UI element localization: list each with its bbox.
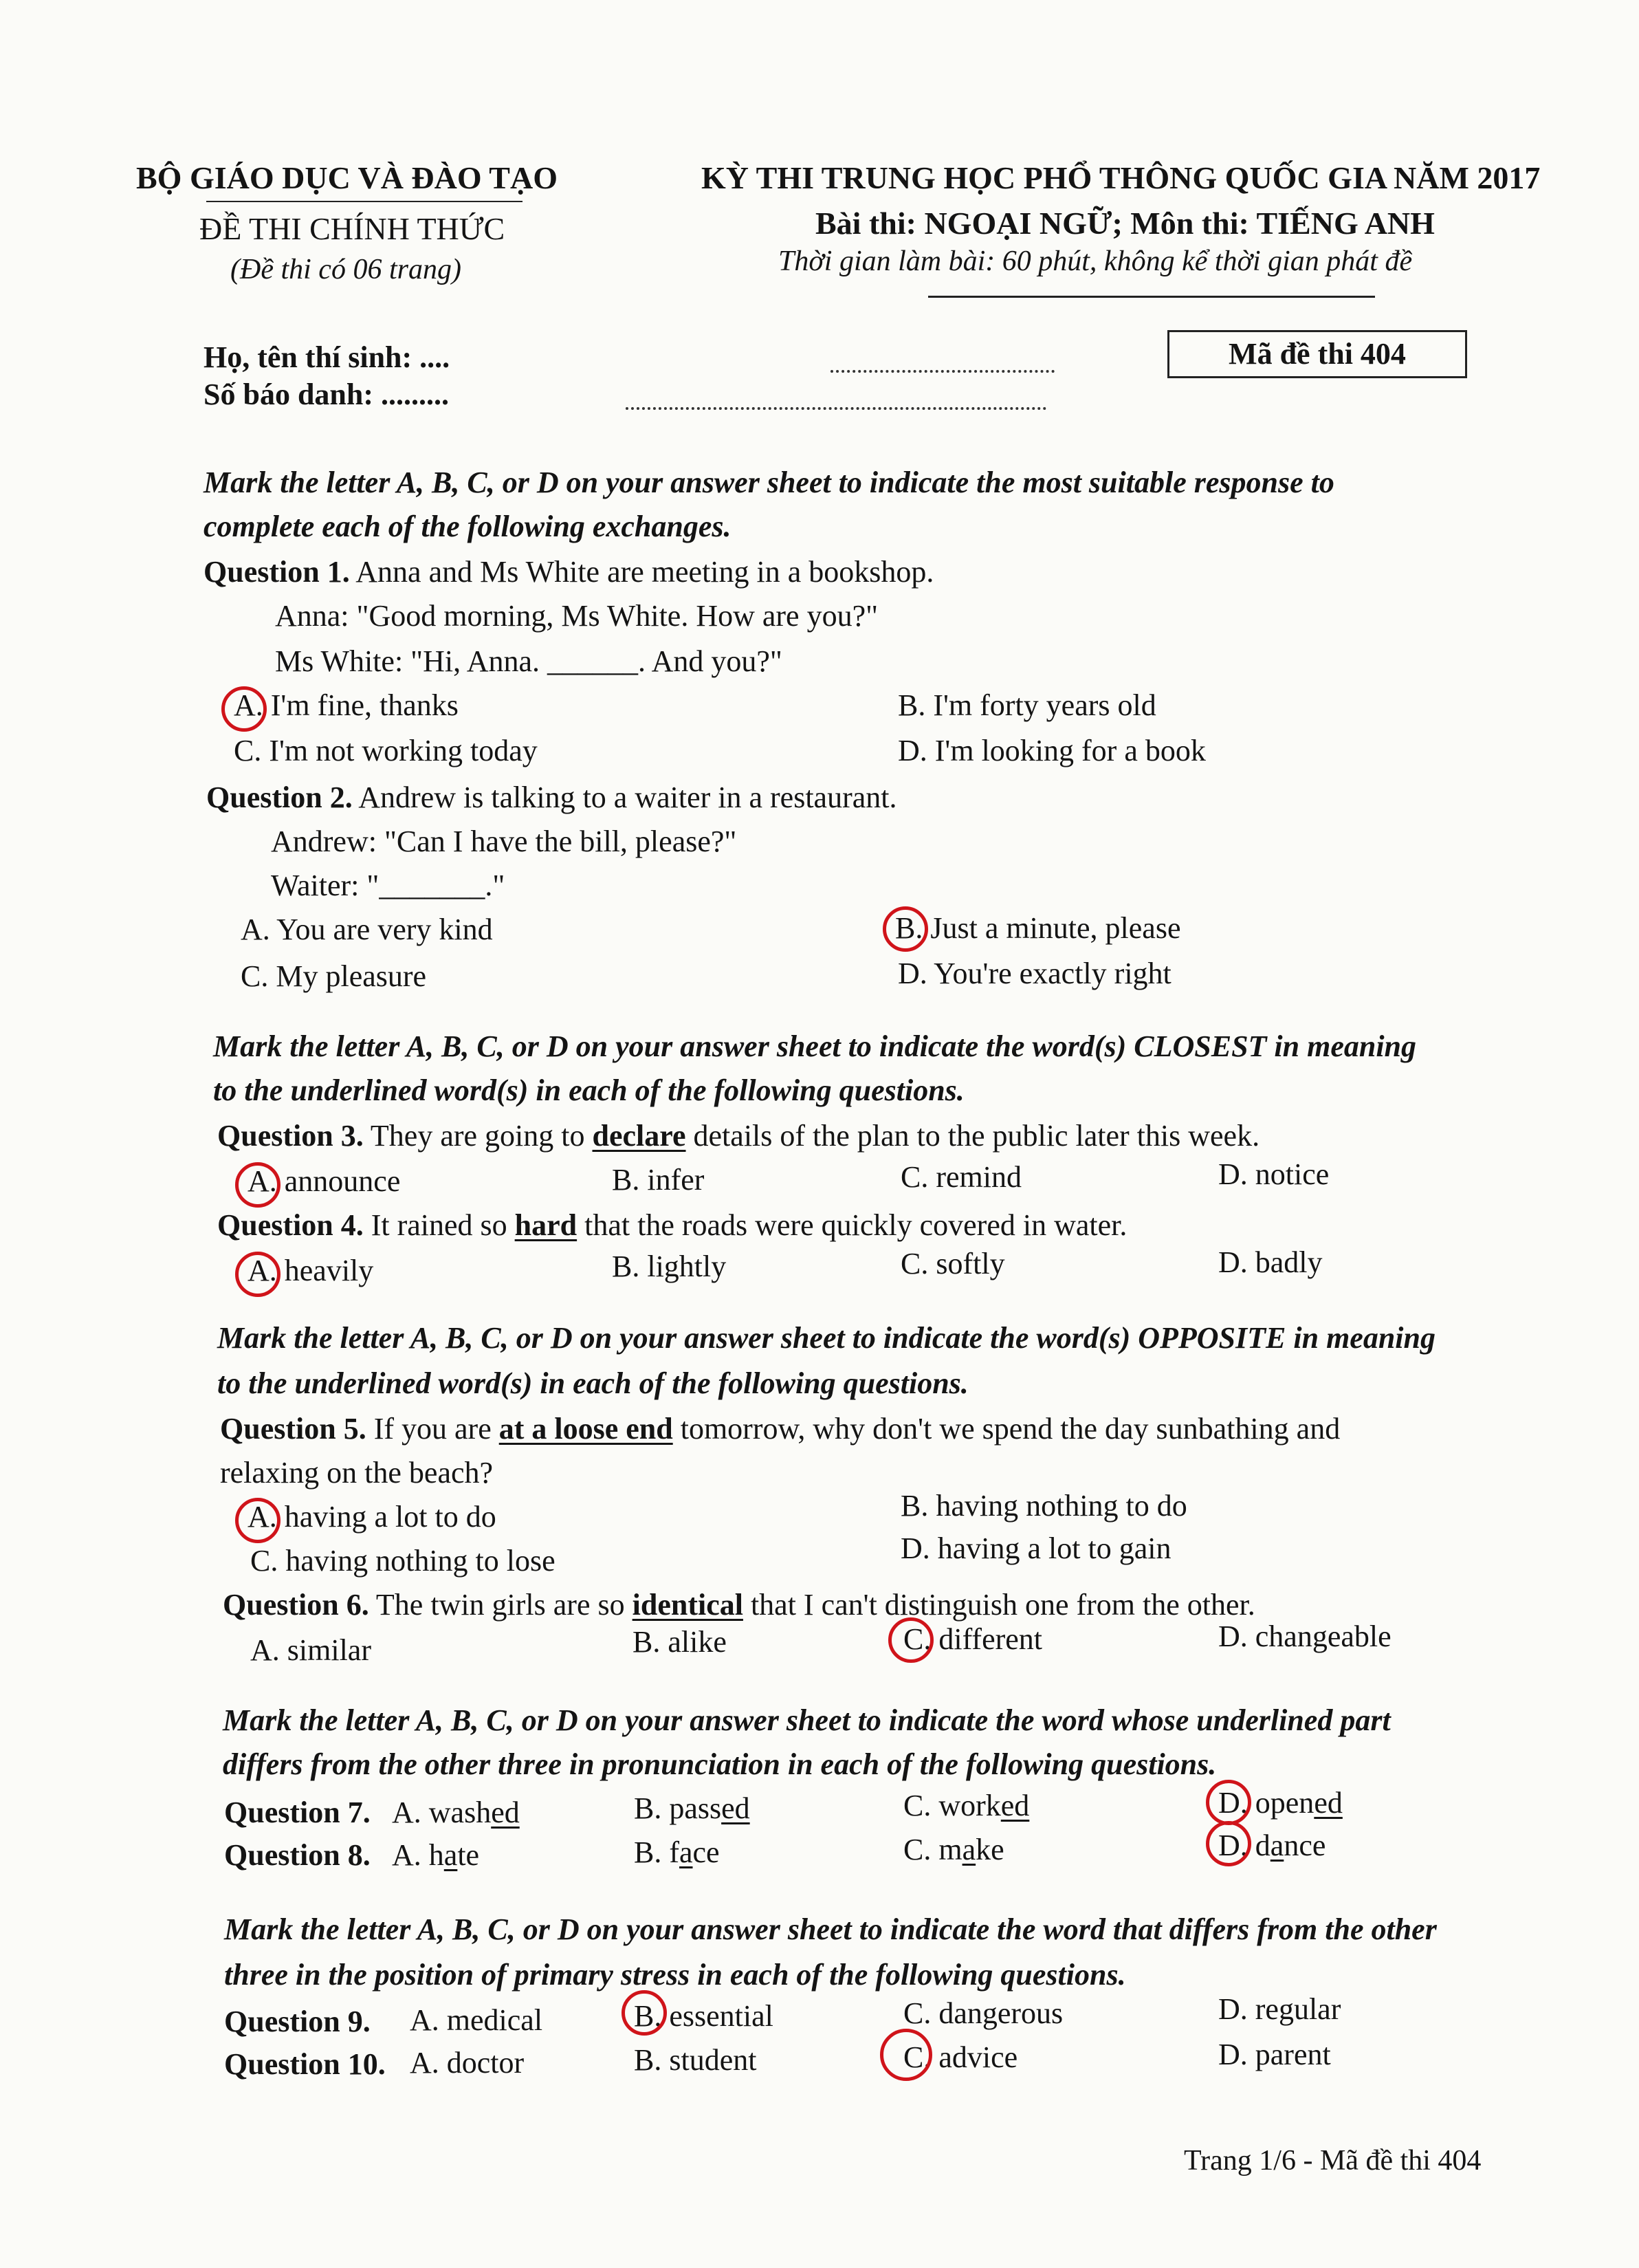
question-3 bbox=[217, 1118, 1260, 1153]
question-5-option-a: A. having a lot to do bbox=[248, 1500, 496, 1534]
question-5-option-c: C. having nothing to lose bbox=[250, 1544, 556, 1578]
section-4-instruction-line1: Mark the letter A, B, C, or D on your answer sheet to indicate the word whose underlined part bbox=[223, 1703, 1391, 1737]
option-text: ke bbox=[976, 1833, 1004, 1866]
underlined-part: a bbox=[1270, 1829, 1284, 1862]
underlined-part: ed bbox=[1000, 1789, 1030, 1822]
underlined-part: a bbox=[443, 1838, 458, 1872]
question-2-dialogue-1: Andrew: "Can I have the bill, please?" bbox=[271, 825, 737, 858]
question-5-option-d: D. having a lot to gain bbox=[901, 1531, 1172, 1565]
question-4-option-c: C. softly bbox=[901, 1247, 1005, 1280]
question-text: Anna and Ms White are meeting in a bookshop. bbox=[355, 555, 934, 589]
header-rule-left bbox=[206, 201, 522, 202]
question-4-option-a: A. heavily bbox=[248, 1254, 374, 1287]
question-text-pre: It rained so bbox=[371, 1208, 507, 1242]
underlined-word: identical bbox=[632, 1588, 743, 1622]
option-text: A. wash bbox=[392, 1796, 492, 1829]
answer-mark-circle bbox=[221, 686, 267, 732]
question-2-option-b: B. Just a minute, please bbox=[895, 911, 1181, 945]
question-6-option-c: C. different bbox=[903, 1622, 1043, 1656]
question-text-post: details of the plan to the public later this week. bbox=[693, 1119, 1260, 1153]
question-label: Question 8. bbox=[224, 1838, 371, 1872]
question-text-pre: If you are bbox=[373, 1412, 492, 1446]
question-label: Question 6. bbox=[223, 1588, 369, 1622]
answer-mark-circle bbox=[622, 1990, 667, 2036]
question-6-option-a: A. similar bbox=[250, 1633, 371, 1667]
option-text: D. d bbox=[1218, 1829, 1270, 1862]
question-9-label bbox=[224, 2004, 371, 2039]
question-8-label bbox=[224, 1838, 371, 1873]
underlined-word: declare bbox=[592, 1119, 686, 1153]
candidate-name-blank bbox=[830, 370, 1055, 373]
exam-title: KỲ THI TRUNG HỌC PHỔ THÔNG QUỐC GIA NĂM 2017 bbox=[701, 160, 1541, 195]
question-1-option-b: B. I'm forty years old bbox=[898, 688, 1156, 722]
question-1-option-c: C. I'm not working today bbox=[234, 734, 538, 767]
option-text: nce bbox=[1284, 1829, 1326, 1862]
question-1-dialogue-2: Ms White: "Hi, Anna. ______. And you?" bbox=[275, 644, 782, 678]
option-text: te bbox=[457, 1838, 480, 1872]
question-6-option-d: D. changeable bbox=[1218, 1620, 1392, 1653]
answer-mark-circle bbox=[1206, 1780, 1251, 1825]
question-1-option-a: A. I'm fine, thanks bbox=[234, 688, 459, 722]
question-1-option-d: D. I'm looking for a book bbox=[898, 734, 1206, 767]
underlined-part: ed bbox=[721, 1791, 750, 1825]
question-text-pre: The twin girls are so bbox=[375, 1588, 625, 1622]
exam-subject: Bài thi: NGOẠI NGỮ; Môn thi: TIẾNG ANH bbox=[815, 206, 1435, 241]
question-label: Question 10. bbox=[224, 2047, 386, 2081]
question-8-option-c bbox=[903, 1832, 1004, 1867]
question-4-option-d: D. badly bbox=[1218, 1245, 1323, 1279]
question-label: Question 2. bbox=[206, 781, 353, 814]
option-text: B. pass bbox=[634, 1791, 722, 1825]
answer-mark-circle bbox=[235, 1252, 280, 1297]
ministry-name: BỘ GIÁO DỤC VÀ ĐÀO TẠO bbox=[136, 160, 558, 195]
question-3-option-a: A. announce bbox=[248, 1164, 401, 1198]
question-10-option-c: C. advice bbox=[903, 2040, 1018, 2074]
question-8-option-a bbox=[392, 1838, 479, 1873]
question-label: Question 1. bbox=[204, 555, 350, 589]
question-label: Question 7. bbox=[224, 1796, 371, 1829]
answer-mark-circle bbox=[888, 1617, 934, 1663]
question-3-option-d: D. notice bbox=[1218, 1157, 1330, 1191]
underlined-phrase: at a loose end bbox=[498, 1412, 673, 1446]
candidate-name-label: Họ, tên thí sinh: .... bbox=[204, 340, 450, 374]
question-7-option-c bbox=[903, 1788, 1029, 1823]
question-9-option-b: B. essential bbox=[634, 1999, 773, 2033]
section-2-instruction-line2: to the underlined word(s) in each of the following questions. bbox=[213, 1073, 965, 1107]
question-10-option-b: B. student bbox=[634, 2043, 757, 2077]
section-4-instruction-line2: differs from the other three in pronunciation in each of the following questions. bbox=[223, 1747, 1217, 1781]
question-text: Andrew is talking to a waiter in a restaurant. bbox=[358, 781, 897, 814]
underlined-part: ed bbox=[1314, 1786, 1343, 1820]
question-7-label bbox=[224, 1795, 371, 1830]
pages-note: (Đề thi có 06 trang) bbox=[230, 254, 461, 285]
question-label: Question 5. bbox=[220, 1412, 366, 1446]
question-text-post: that the roads were quickly covered in water. bbox=[584, 1208, 1128, 1242]
question-9-option-c: C. dangerous bbox=[903, 1996, 1064, 2030]
question-10-label bbox=[224, 2047, 386, 2082]
question-label: Question 4. bbox=[217, 1208, 364, 1242]
question-text-pre: They are going to bbox=[370, 1119, 585, 1153]
question-6-option-b: B. alike bbox=[632, 1625, 727, 1659]
section-5-instruction-line1: Mark the letter A, B, C, or D on your answer sheet to indicate the word that differs from the other bbox=[224, 1912, 1437, 1946]
option-text: B. f bbox=[634, 1835, 679, 1869]
question-2-option-c: C. My pleasure bbox=[241, 959, 427, 993]
question-3-option-c: C. remind bbox=[901, 1160, 1022, 1194]
underlined-word: hard bbox=[514, 1208, 578, 1242]
candidate-id-label: Số báo danh: ......... bbox=[204, 378, 450, 411]
answer-mark-circle bbox=[880, 2029, 932, 2081]
section-3-instruction-line2: to the underlined word(s) in each of the following questions. bbox=[217, 1366, 969, 1400]
question-2-dialogue-2: Waiter: "_______." bbox=[271, 869, 505, 902]
underlined-part: ed bbox=[491, 1796, 520, 1829]
section-2-instruction-line1: Mark the letter A, B, C, or D on your answer sheet to indicate the word(s) CLOSEST in meaning bbox=[213, 1029, 1417, 1063]
question-2-option-d: D. You're exactly right bbox=[898, 957, 1172, 990]
question-4-option-b: B. lightly bbox=[612, 1250, 727, 1283]
question-label: Question 9. bbox=[224, 2005, 371, 2038]
question-6 bbox=[223, 1587, 1255, 1622]
option-text: C. m bbox=[903, 1833, 962, 1866]
question-5-option-b: B. having nothing to do bbox=[901, 1489, 1187, 1523]
exam-code-box: Mã đề thi 404 bbox=[1167, 330, 1467, 378]
option-text: ce bbox=[692, 1835, 720, 1869]
question-2-option-a: A. You are very kind bbox=[241, 913, 493, 946]
section-1-instruction-line2: complete each of the following exchanges. bbox=[204, 510, 732, 543]
question-10-option-a: A. doctor bbox=[410, 2046, 525, 2080]
question-8-option-b bbox=[634, 1835, 720, 1870]
answer-mark-circle bbox=[883, 906, 928, 952]
exam-time: Thời gian làm bài: 60 phút, không kể thời gian phát đề bbox=[778, 246, 1413, 277]
section-5-instruction-line2: three in the position of primary stress in each of the following questions. bbox=[224, 1958, 1126, 1992]
question-1-dialogue-1: Anna: "Good morning, Ms White. How are you?" bbox=[275, 599, 879, 633]
question-7-option-a bbox=[392, 1795, 520, 1830]
question-9-option-a: A. medical bbox=[410, 2003, 543, 2037]
official-exam-label: ĐỀ THI CHÍNH THỨC bbox=[199, 211, 505, 246]
underlined-part: a bbox=[679, 1835, 693, 1869]
option-text: C. work bbox=[903, 1789, 1001, 1822]
answer-mark-circle bbox=[235, 1162, 280, 1208]
section-1-instruction-line1: Mark the letter A, B, C, or D on your answer sheet to indicate the most suitable response to bbox=[204, 466, 1334, 499]
page-footer: Trang 1/6 - Mã đề thi 404 bbox=[1184, 2145, 1482, 2177]
section-3-instruction-line1: Mark the letter A, B, C, or D on your answer sheet to indicate the word(s) OPPOSITE in meaning bbox=[217, 1321, 1436, 1355]
answer-mark-circle bbox=[1206, 1821, 1251, 1866]
question-text-post: that I can't distinguish one from the other. bbox=[750, 1588, 1255, 1622]
question-9-option-d: D. regular bbox=[1218, 1992, 1341, 2026]
question-7-option-b bbox=[634, 1791, 750, 1826]
question-1 bbox=[204, 554, 934, 589]
question-2 bbox=[206, 780, 896, 815]
option-text: A. h bbox=[392, 1838, 444, 1872]
question-4 bbox=[217, 1208, 1127, 1243]
underlined-part: a bbox=[962, 1833, 976, 1866]
candidate-id-blank bbox=[626, 407, 1046, 410]
answer-mark-circle bbox=[235, 1498, 280, 1543]
option-text: D. open bbox=[1218, 1786, 1314, 1820]
question-5 bbox=[220, 1411, 1340, 1446]
header-rule-right bbox=[928, 296, 1375, 298]
question-5-line2: relaxing on the beach? bbox=[220, 1456, 494, 1490]
question-3-option-b: B. infer bbox=[612, 1163, 705, 1197]
question-text-post: tomorrow, why don't we spend the day sunbathing and bbox=[680, 1412, 1341, 1446]
question-label: Question 3. bbox=[217, 1119, 364, 1153]
question-10-option-d: D. parent bbox=[1218, 2038, 1331, 2071]
